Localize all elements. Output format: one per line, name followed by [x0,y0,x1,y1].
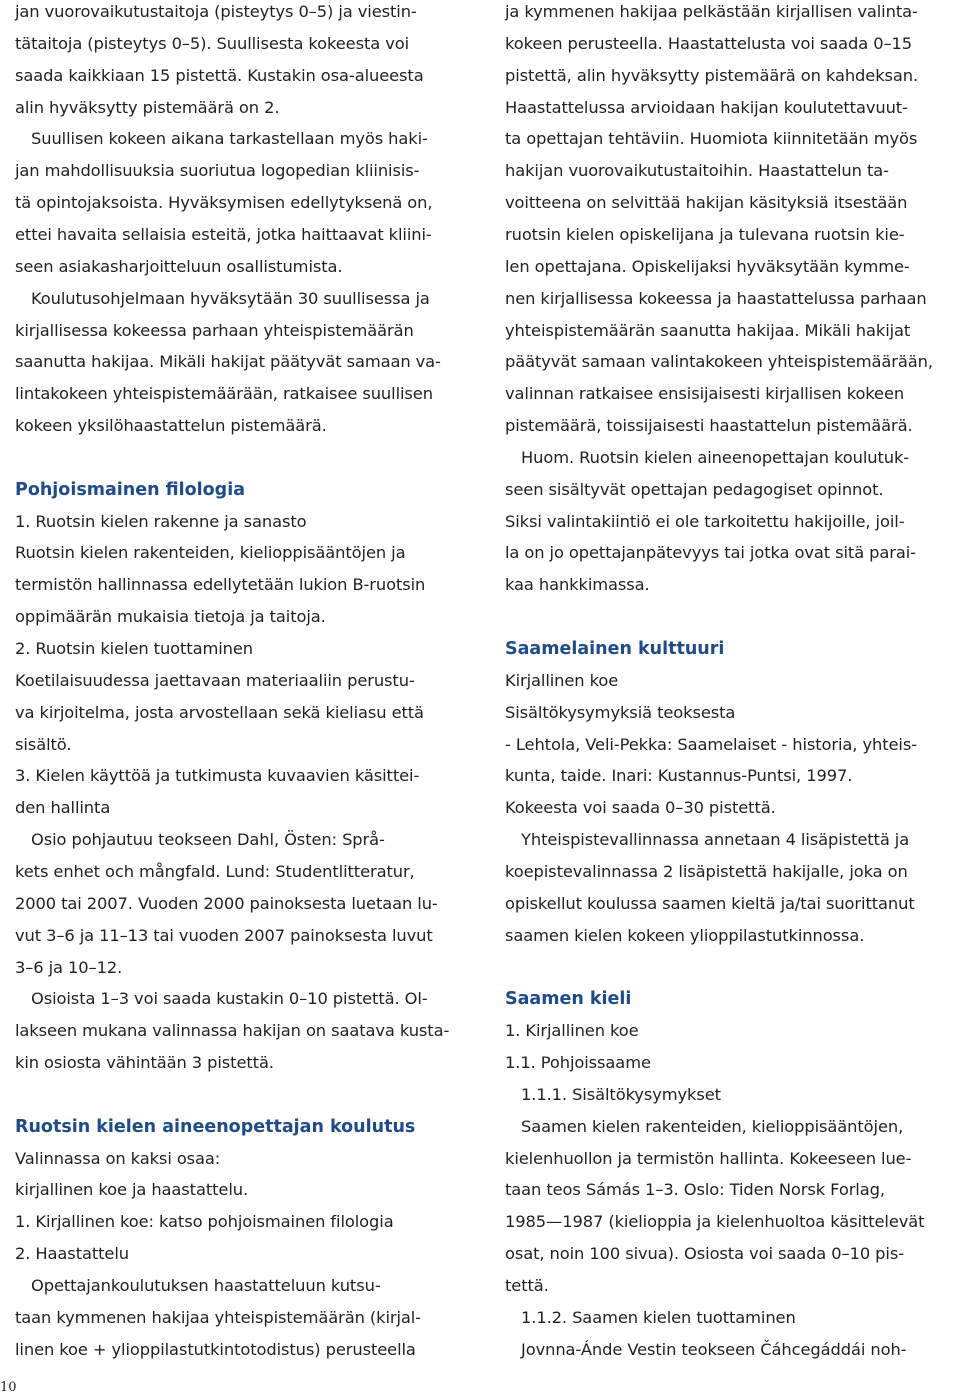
text-line: oppimäärän mukaisia tietoja ja taitoja. [15,607,326,627]
text-line: koepistevalinnassa 2 lisäpistettä hakijalle, joka on [505,861,908,881]
text-line: 1.1. Pohjoissaame [505,1053,651,1073]
text-line: Haastattelussa arvioidaan hakijan koulutettavuut- [505,97,908,117]
text-line: seen asiakasharjoitteluun osallistumista. [15,256,343,276]
text-line: kokeen perusteella. Haastattelusta voi saada 0–15 [505,33,913,53]
text-line: voitteena on selvittää hakijan käsityksiä itsestään [505,193,908,213]
text-line: Valinnassa on kaksi osaa: [15,1148,221,1168]
text-line: len opettajana. Opiskelijaksi hyväksytään kymme- [505,256,910,276]
text-line: Osioista 1–3 voi saada kustakin 0–10 pistettä. Ol- [31,989,428,1009]
text-line: osat, noin 100 sivua). Osiosta voi saada 0–10 pis- [505,1244,904,1264]
text-line: kirjallinen koe ja haastattelu. [15,1180,249,1200]
text-line: päätyvät samaan valintakokeen yhteispistemäärään, [505,352,933,372]
text-line: linen koe + ylioppilastutkintotodistus) perusteella [15,1339,416,1359]
text-line: Koulutusohjelmaan hyväksytään 30 suullisessa ja [31,288,430,308]
text-line: 1985—1987 (kielioppia ja kielenhuoltoa käsittelevät [505,1212,925,1232]
text-line: kielenhuollon ja termistön hallinta. Kokeeseen lue- [505,1148,912,1168]
text-line: jan mahdollisuuksia suoriutua logopedian kliinisis- [15,161,420,181]
text-line: Suullisen kokeen aikana tarkastellaan myös haki- [31,129,428,149]
text-line: lakseen mukana valinnassa hakijan on saatava kusta- [15,1021,450,1041]
text-line: alin hyväksytty pistemäärä on 2. [15,97,280,117]
text-line: tä opintojaksoista. Hyväksymisen edellytyksenä on, [15,193,433,213]
text-line: pistemäärä, toissijaisesti haastattelun pistemäärä. [505,416,913,436]
text-line: Opettajankoulutuksen haastatteluun kutsu- [31,1276,381,1295]
text-line: Yhteispistevallinnassa annetaan 4 lisäpistettä ja [521,830,910,850]
text-line: kunta, taide. Inari: Kustannus-Puntsi, 1997. [505,766,853,786]
text-line: Siksi valintakiintiö ei ole tarkoitettu hakijoille, joil- [505,511,905,531]
text-line: 1. Kirjallinen koe [505,1021,639,1041]
text-line: 2. Ruotsin kielen tuottaminen [15,639,254,658]
text-line: Ruotsin kielen rakenteiden, kielioppisääntöjen ja [15,543,406,563]
text-line: 1. Ruotsin kielen rakenne ja sanasto [15,511,307,531]
text-line: saamen kielen kokeen ylioppilastutkinnossa. [505,925,865,945]
text-line: pistettä, alin hyväksytty pistemäärä on kahdeksan. [505,65,919,85]
text-line: lintakokeen yhteispistemäärään, ratkaisee suullisen [15,384,433,404]
text-line: kirjallisessa kokeessa parhaan yhteispistemäärän [15,320,414,340]
text-line: 1.1.2. Saamen kielen tuottaminen [521,1307,796,1327]
text-line: den hallinta [15,798,111,818]
text-line: Huom. Ruotsin kielen aineenopettajan koulutuk- [521,447,910,467]
text-line: Osio pohjautuu teokseen Dahl, Östen: Språ- [31,830,385,850]
text-line: ja kymmenen hakijaa pelkästään kirjallisen valinta- [505,2,918,21]
text-line: ruotsin kielen opiskelijana ja tulevana ruotsin kie- [505,224,905,244]
text-line: Kirjallinen koe [505,670,619,690]
text-line: la on jo opettajanpätevyys tai jotka ovat sitä parai- [505,543,916,563]
text-line: seen sisältyvät opettajan pedagogiset opinnot. [505,479,884,499]
text-line: yhteispistemäärän saanutta hakijaa. Mikäli hakijat [505,320,911,340]
text-line: 2000 tai 2007. Vuoden 2000 painoksesta luetaan lu- [15,893,438,913]
text-line: taan kymmenen hakijaa yhteispistemäärän (kirjal- [15,1307,421,1327]
text-line: va kirjoitelma, josta arvostellaan sekä kieliasu että [15,702,424,722]
text-line: hakijan vuorovaikutustaitoihin. Haastattelun ta- [505,161,889,181]
text-line: saada kaikkiaan 15 pistettä. Kustakin osa-alueesta [15,65,424,85]
text-line: Saamen kielen rakenteiden, kielioppisääntöjen, [521,1116,904,1136]
text-line: 3–6 ja 10–12. [15,957,123,977]
text-line: nen kirjallisessa kokeessa ja haastattelussa parhaan [505,288,927,308]
text-line: Jovnna-Ánde Vestin teokseen Čáhcegáddái noh- [521,1339,907,1359]
text-line: saanutta hakijaa. Mikäli hakijat päätyvät samaan va- [15,352,441,372]
text-line: Sisältökysymyksiä teoksesta [505,702,736,722]
section-heading: Saamelainen kulttuuri [505,639,725,659]
text-line: 1.1.1. Sisältökysymykset [521,1084,721,1104]
text-line: taan teos Sámás 1–3. Oslo: Tiden Norsk Forlag, [505,1180,885,1200]
text-line: opiskellut koulussa saamen kieltä ja/tai suorittanut [505,893,915,913]
page-number: 10 [0,1380,17,1395]
text-line: sisältö. [15,734,72,754]
text-line: ta opettajan tehtäviin. Huomiota kiinnitetään myös [505,129,918,149]
text-line: 3. Kielen käyttöä ja tutkimusta kuvaavien käsittei- [15,766,420,786]
text-line: jan vuorovaikutustaitoja (pisteytys 0–5) ja viestin- [15,2,417,21]
text-line: vut 3–6 ja 11–13 tai vuoden 2007 painoksesta luvut [15,925,433,945]
text-line: kin osiosta vähintään 3 pistettä. [15,1053,274,1073]
section-heading: Ruotsin kielen aineenopettajan koulutus [15,1116,416,1137]
text-line: kets enhet och mångfald. Lund: Studentlitteratur, [15,861,415,881]
text-line: 1. Kirjallinen koe: katso pohjoismainen filologia [15,1212,394,1232]
section-heading: Saamen kieli [505,989,632,1010]
text-line: 2. Haastattelu [15,1244,129,1264]
section-heading: Pohjoismainen filologia [15,479,246,500]
text-line: Koetilaisuudessa jaettavaan materiaaliin perustu- [15,670,415,690]
text-line: kokeen yksilöhaastattelun pistemäärä. [15,416,327,436]
text-line: - Lehtola, Veli-Pekka: Saamelaiset - historia, yhteis- [505,734,917,754]
text-line: tätaitoja (pisteytys 0–5). Suullisesta kokeesta voi [15,33,410,53]
text-line: kaa hankkimassa. [505,575,650,595]
text-line: termistön hallinnassa edellytetään lukion B-ruotsin [15,575,426,595]
text-line: valinnan ratkaisee ensisijaisesti kirjallisen kokeen [505,384,905,404]
text-line: Kokeesta voi saada 0–30 pistettä. [505,798,776,818]
text-line: tettä. [505,1276,549,1295]
text-line: ettei havaita sellaisia esteitä, jotka haittaavat kliini- [15,224,432,244]
